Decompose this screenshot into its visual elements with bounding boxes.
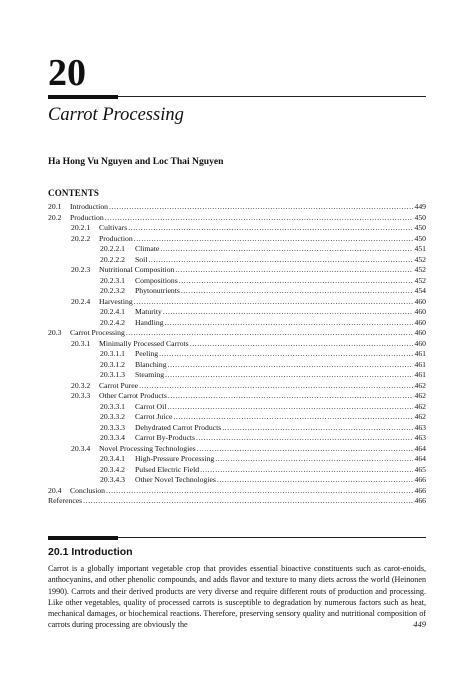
toc-entry-page: 451 [414,244,426,253]
toc-entry-title: Phytonutrients [135,286,180,295]
toc-entry-number: 20.3.3.3 [100,422,125,432]
toc-entry [48,339,426,350]
toc-entry-page: 460 [414,338,426,348]
toc-entry-page: 450 [414,212,426,222]
toc-leader-dots [222,423,413,434]
toc-leader-dots [168,360,414,371]
toc-leader-dots [83,496,413,507]
toc-leader-dots [148,255,413,266]
toc-entry-title: Introduction [70,202,109,211]
section-rule-accent [48,536,118,540]
toc-leader-dots [196,433,413,444]
toc-entry [48,391,426,402]
toc-entry-page: 462 [414,380,426,390]
toc-entry-number: 20.1 [48,202,62,211]
toc-entry-number: 20.2.2 [71,233,91,243]
toc-entry [48,486,426,497]
toc-entry [48,360,426,371]
toc-entry-number: 20.3.4.3 [100,475,125,484]
toc-entry-page: 462 [414,391,426,400]
toc-entry-page: 460 [414,307,426,316]
toc-entry-title: Production [99,233,133,243]
toc-entry-number: 20.2.2.2 [100,254,125,264]
toc-entry [48,234,426,245]
toc-entry-page: 465 [414,464,426,474]
toc-leader-dots [168,391,414,402]
toc-entry-number: 20.3.3 [71,391,91,400]
toc-entry [48,202,426,213]
toc-leader-dots [190,339,414,350]
toc-entry-title: References [48,496,83,505]
toc-leader-dots [160,244,413,255]
toc-entry [48,286,426,297]
toc-entry-number: 20.3.2 [71,380,91,390]
toc-entry-title: Cultivars [99,223,128,232]
toc-entry [48,328,426,339]
toc-entry [48,412,426,423]
toc-entry-page: 460 [414,296,426,306]
toc-entry [48,255,426,266]
toc-entry-page: 466 [414,496,426,505]
toc-entry-page: 460 [414,317,426,327]
toc-leader-dots [105,213,414,224]
toc-leader-dots [165,370,413,381]
toc-entry [48,475,426,486]
toc-entry-page: 463 [414,433,426,442]
toc-entry-title: Nutritional Composition [99,265,175,274]
toc-entry-title: Peeling [135,349,159,358]
chapter-rule-accent [48,95,118,99]
toc-entry-number: 20.3.1.3 [100,370,125,379]
toc-entry-title: Production [70,212,104,222]
toc-entry-number: 20.3.4 [71,443,91,453]
toc-entry-number: 20.3.4.2 [100,464,125,474]
toc-leader-dots [128,223,413,234]
toc-entry-title: Carrot Processing [70,328,125,337]
toc-entry-title: Compositions [135,275,178,285]
toc-entry-page: 464 [414,443,426,453]
toc-entry-title: Soil [135,254,148,264]
toc-entry-page: 461 [414,349,426,358]
toc-entry-title: Novel Processing Technologies [99,443,196,453]
toc-entry-title: Conclusion [70,485,106,495]
toc-leader-dots [106,486,413,497]
toc-leader-dots [215,454,413,465]
toc-entry-number: 20.2.3.2 [100,286,125,295]
toc-entry-page: 466 [414,475,426,484]
toc-leader-dots [165,318,414,329]
toc-entry [48,402,426,413]
toc-leader-dots [134,297,414,308]
toc-entry-number: 20.3.4.1 [100,454,125,463]
toc-entry [48,370,426,381]
toc-leader-dots [126,328,414,339]
chapter-number: 20 [48,52,86,94]
section-heading: 20.1 Introduction [48,546,133,558]
toc-entry-title: Steaming [135,370,165,379]
toc-entry-number: 20.2 [48,212,62,222]
toc-entry-title: Carrot Puree [99,380,139,390]
toc-entry [48,318,426,329]
toc-entry-page: 460 [414,328,426,337]
toc-leader-dots [197,444,414,455]
toc-entry [48,265,426,276]
toc-entry-number: 20.4 [48,485,62,495]
toc-leader-dots [134,234,414,245]
page-number: 449 [413,619,426,629]
toc-entry-title: Carrot Juice [135,412,173,421]
toc-entry [48,223,426,234]
toc-leader-dots [200,465,413,476]
toc-entry-title: Harvesting [99,296,133,306]
toc-entry-page: 466 [414,485,426,495]
chapter-title: Carrot Processing [48,105,184,125]
toc-entry-number: 20.2.1 [71,223,91,232]
toc-entry-number: 20.3.3.4 [100,433,125,442]
toc-entry [48,297,426,308]
body-paragraph: Carrot is a globally important vegetable crop that provides essential bioactive constituents such as carot-enoids, anthocyanins, and other phenolic compounds, and adds flavor and texture to many diets across the world (Heinonen 1990). Carrots and their derived products are very diverse and require different routs of production and processing. Like other vegetables, quality of processed carrots is susceptible to degradation by numerous factors such as heat, mechanical damages, or biochemical reactions. Therefore, preserving sensory quality and nutritional composition of carrots during processing are obviously the [48,564,426,630]
toc-entry-title: Pulsed Electric Field [135,464,200,474]
toc-entry-title: Other Novel Technologies [135,475,216,484]
toc-entry-title: Carrot By-Products [135,433,195,442]
toc-entry-page: 461 [414,359,426,369]
toc-entry [48,276,426,287]
toc-entry-title: Blanching [135,359,167,369]
toc-entry-page: 450 [414,233,426,243]
toc-entry [48,349,426,360]
toc-entry-title: Maturity [135,307,162,316]
toc-entry [48,454,426,465]
toc-entry-page: 452 [414,254,426,264]
toc-entry-number: 20.2.3.1 [100,275,125,285]
toc-entry [48,423,426,434]
toc-entry [48,381,426,392]
toc-entry-page: 450 [414,223,426,232]
toc-entry-page: 449 [414,202,426,211]
toc-leader-dots [159,349,413,360]
toc-entry-title: Other Carrot Products [99,391,167,400]
toc-entry-number: 20.2.4 [71,296,91,306]
toc-entry-number: 20.2.2.1 [100,244,125,253]
toc-entry-number: 20.2.4.1 [100,307,125,316]
toc-entry-number: 20.3.1.2 [100,359,125,369]
toc-entry-title: Minimally Processed Carrots [99,338,189,348]
toc-entry-number: 20.3.3.1 [100,401,125,411]
toc-entry-number: 20.3.1.1 [100,349,125,358]
toc-entry [48,465,426,476]
toc-leader-dots [179,276,414,287]
toc-entry [48,444,426,455]
toc-entry [48,213,426,224]
toc-entry-number: 20.2.3 [71,265,91,274]
toc-entry-number: 20.2.4.2 [100,317,125,327]
toc-entry [48,307,426,318]
toc-entry [48,496,426,507]
toc-entry-page: 464 [414,454,426,463]
toc-entry-number: 20.3 [48,328,62,337]
toc-leader-dots [163,307,414,318]
toc-entry-page: 452 [414,265,426,274]
toc-entry-page: 462 [414,401,426,411]
toc-leader-dots [217,475,414,486]
toc-leader-dots [109,202,413,213]
toc-entry-page: 454 [414,286,426,295]
toc-leader-dots [173,412,413,423]
toc-entry-title: Dehydrated Carrot Products [135,422,222,432]
toc-entry-page: 463 [414,422,426,432]
toc-entry-title: Climate [135,244,160,253]
toc-entry-page: 462 [414,412,426,421]
table-of-contents [48,202,426,507]
chapter-authors: Ha Hong Vu Nguyen and Loc Thai Nguyen [48,156,224,167]
toc-entry-title: High-Pressure Processing [135,454,215,463]
toc-leader-dots [175,265,413,276]
toc-entry-page: 452 [414,275,426,285]
toc-entry-title: Carrot Oil [135,401,167,411]
contents-heading: CONTENTS [48,188,100,198]
toc-entry-page: 461 [414,370,426,379]
toc-leader-dots [139,381,413,392]
toc-entry-title: Handling [135,317,164,327]
toc-leader-dots [181,286,414,297]
toc-leader-dots [167,402,413,413]
toc-entry [48,433,426,444]
toc-entry-number: 20.3.3.2 [100,412,125,421]
toc-entry-number: 20.3.1 [71,338,91,348]
toc-entry [48,244,426,255]
